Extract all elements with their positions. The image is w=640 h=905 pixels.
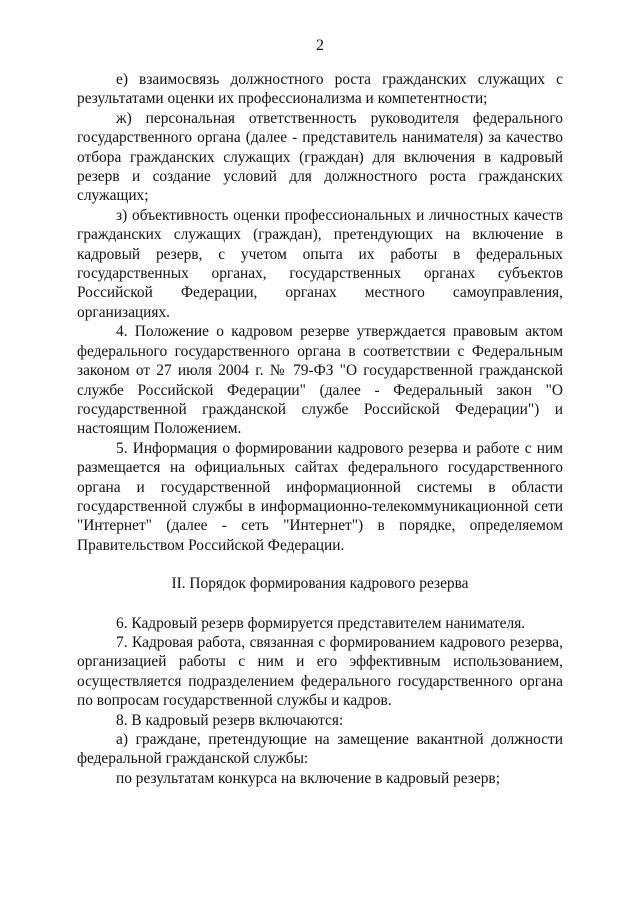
clause-5: 5. Информация о формировании кадрового резерва и работе с ним размещается на официальных сайтах федерального государственного органа и государственной информационной системы в области государственной службы в информационно-телекоммуникационной сети "Интернет" (далее - сеть "Интернет") в порядке, определяемом Правительством Российской Федерации. xyxy=(77,439,563,554)
document-body xyxy=(77,70,563,788)
page-number: 2 xyxy=(316,37,324,54)
section-heading: II. Порядок формирования кадрового резерва xyxy=(171,575,469,593)
clause-4: 4. Положение о кадровом резерве утверждается правовым актом федерального государственного органа в соответствии с Федеральным законом от 27 июля 2004 г. № 79-ФЗ "О государственной гражданской службе Российской Федерации" (далее - Федеральный закон "О государственной гражданской службе Российской Федерации") и настоящим Положением. xyxy=(77,323,563,438)
list-item-e: е) взаимосвязь должностного роста гражданских служащих с результатами оценки их профессионализма и компетентности; xyxy=(77,71,563,108)
list-item-a-sub: по результатам конкурса на включение в кадровый резерв; xyxy=(116,769,500,787)
clause-8: 8. В кадровый резерв включаются: xyxy=(116,711,344,729)
list-item-zh: ж) персональная ответственность руководителя федерального государственного органа (далее - представитель нанимателя) за качество отбора гражданских служащих (граждан) для включения в кадровый резерв и создание условий для должностного роста гражданских служащих; xyxy=(77,109,563,205)
list-item-a: а) граждане, претендующие на замещение вакантной должности федеральной гражданской службы: xyxy=(77,731,563,768)
list-item-z: з) объективность оценки профессиональных и личностных качеств гражданских служащих (граждан), претендующих на включение в кадровый резерв, с учетом опыта их работы в федеральных государственных органах, государственных органах субъектов Российской Федерации, органах местного самоуправления, организациях. xyxy=(77,206,563,321)
clause-6: 6. Кадровый резерв формируется представителем нанимателя. xyxy=(116,614,526,632)
clause-7: 7. Кадровая работа, связанная с формированием кадрового резерва, организацией работы с ним и его эффективным использованием, осуществляется подразделением федерального государственного органа по вопросам государственной службы и кадров. xyxy=(77,633,563,710)
